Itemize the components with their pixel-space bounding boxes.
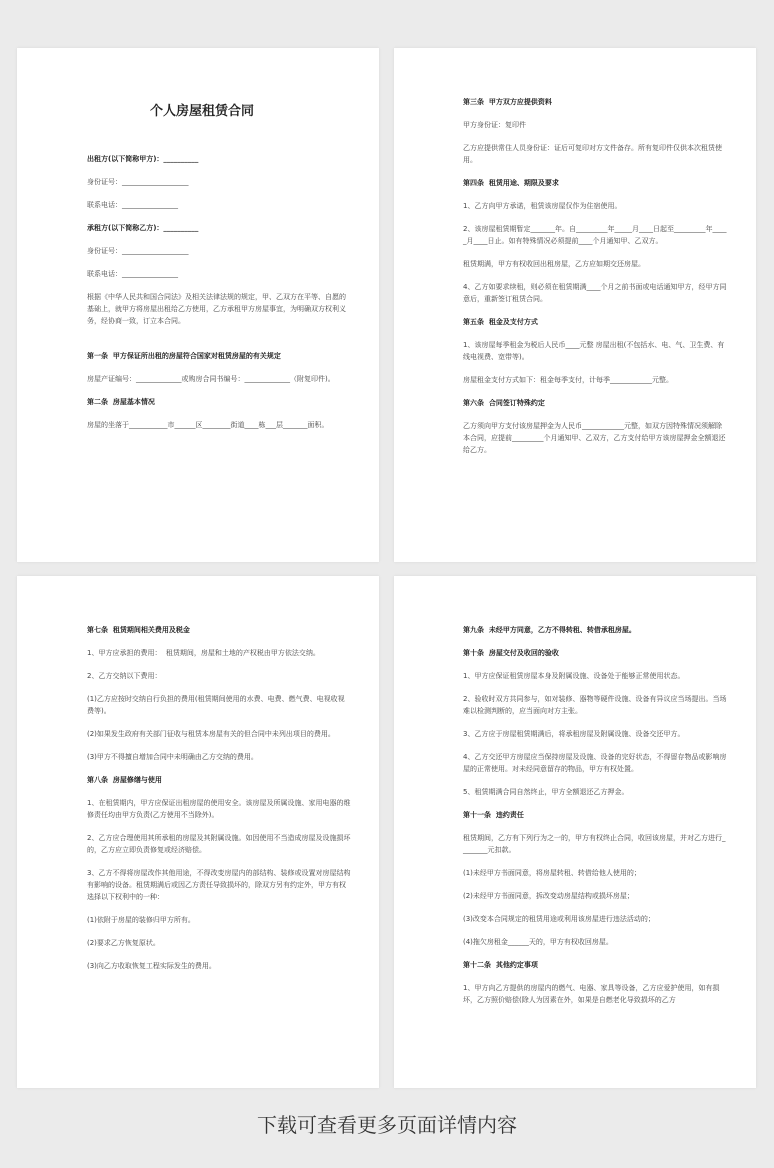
contract-paragraph: 1、在租赁期内，甲方应保证出租房屋的使用安全。该房屋及所属设施、家用电器的维修责任均由甲方负责(乙方使用不当除外)。	[87, 799, 351, 819]
contract-paragraph: (3)向乙方收取恢复工程实际发生的费用。	[87, 962, 216, 970]
contract-paragraph: 租赁期间，乙方有下列行为之一的，甲方有权终止合同，收回该房屋，并对乙方进行________元扣款。	[463, 834, 726, 854]
contract-paragraph: 4、乙方如要求续租，则必须在租赁期满____个月之前书面或电话通知甲方，经甲方同意后，重新签订租赁合同。	[463, 283, 727, 303]
section-heading: 第三条 甲方双方应提供资料	[463, 98, 552, 106]
section-heading: 第一条 甲方保证所出租的房屋符合国家对租赁房屋的有关规定	[87, 352, 281, 360]
contract-paragraph: (2)未经甲方书面同意，拆改变动房屋结构或损坏房屋；	[463, 892, 634, 900]
contract-paragraph: 租赁期满，甲方有权收回出租房屋，乙方应如期交还房屋。	[463, 260, 645, 268]
contract-paragraph: (4)拖欠房租金______天的，甲方有权收回房屋。	[463, 938, 613, 946]
contract-paragraph: 1、甲方向乙方提供的房屋内的燃气、电器、家具等设备，乙方应爱护使用，如有损坏，乙方照价赔偿(除人为因素在外，如果是自燃老化导致损坏的乙方	[463, 984, 720, 1004]
section-heading: 第十二条 其他约定事项	[463, 961, 538, 969]
contract-paragraph: 房屋产证编号：_____________或购房合同书编号：_____________（附复印件)。	[87, 375, 335, 383]
contract-paragraph: 房屋租金支付方式如下：租金每季支付，计每季____________元整。	[463, 376, 673, 384]
contract-paragraph: 联系电话：________________	[87, 270, 178, 278]
section-heading: 第八条 房屋修缮与使用	[87, 776, 162, 784]
section-heading: 第十条 房屋交付及收回的验收	[463, 649, 559, 657]
section-heading: 第二条 房屋基本情况	[87, 398, 155, 406]
section-heading: 第五条 租金及支付方式	[463, 318, 538, 326]
section-heading: 第七条 租赁期间相关费用及税金	[87, 626, 190, 634]
contract-paragraph: 身份证号：___________________	[87, 247, 189, 255]
contract-paragraph: 2、乙方交纳以下费用：	[87, 672, 162, 680]
contract-paragraph: 甲方身份证：复印件	[463, 121, 526, 129]
contract-paragraph: 1、该房屋每季租金为税后人民币____元整 房屋出租(不包括水、电、气、卫生费、有线电视费、宽带等)。	[463, 341, 725, 361]
document-page-2	[394, 48, 756, 562]
download-more-banner[interactable]: 下载可查看更多页面详情内容	[257, 1113, 517, 1137]
contract-paragraph: 乙方应提供常住人员身份证：证后可复印对方文件备存。所有复印件仅供本次租赁使用。	[463, 144, 722, 164]
contract-paragraph: 联系电话：________________	[87, 201, 178, 209]
contract-paragraph: (2)如果发生政府有关部门征收与租赁本房屋有关的但合同中未列出项目的费用。	[87, 730, 335, 738]
contract-paragraph: 乙方须向甲方支付该房屋押金为人民币____________元整，如双方因特殊情况须解除本合同，应提前_________个月通知甲、乙双方，乙方支付给甲方该房屋押金全额退还给乙方。	[463, 422, 726, 454]
document-page-4	[394, 576, 756, 1088]
page-2-content	[463, 96, 728, 456]
contract-title: 个人房屋租赁合同	[149, 104, 254, 119]
section-heading: 承租方(以下简称乙方)：__________	[87, 224, 199, 232]
contract-paragraph: 2、乙方应合理使用其所承租的房屋及其附属设施。如因使用不当造成房屋及设施损坏的，乙方应立即负责修复或经济赔偿。	[87, 834, 351, 854]
page-4-content	[463, 624, 728, 1006]
contract-paragraph: (2)要求乙方恢复原状。	[87, 939, 160, 947]
contract-paragraph: 3、乙方不得将房屋改作其他用途，不得改变房屋内的部结构、装修或设置对房屋结构有影响的设备。租赁期满后或因乙方责任导致损坏的，除双方另有约定外，甲方有权选择以下权利中的一种：	[87, 869, 351, 901]
contract-paragraph: 根据《中华人民共和国合同法》及相关法律法规的规定，甲、乙双方在平等、自愿的基础上，就甲方将房屋出租给乙方使用，乙方承租甲方房屋事宜，为明确双方权利义务，经协商一致，订立本合同。	[87, 293, 346, 325]
contract-paragraph: 3、乙方应于房屋租赁期满后，将承租房屋及附属设施、设备交还甲方。	[463, 730, 685, 738]
section-heading: 第六条 合同签订特殊约定	[463, 399, 545, 407]
contract-paragraph: (1)乙方应按时交纳自行负担的费用(租赁期间使用的水费、电费、燃气费、电视收视费等)。	[87, 695, 345, 715]
contract-paragraph: 2、该房屋租赁期暂定_______年。自_________年_____月____日起至_________年_____月____日止。如有特殊情况必须提前____个月通知甲、乙双方。	[463, 225, 727, 245]
contract-paragraph: 5、租赁期满合同自然终止，甲方全额退还乙方押金。	[463, 788, 629, 796]
contract-paragraph: 1、甲方应承担的费用： 租赁期间，房屋和土地的产权税由甲方依法交纳。	[87, 649, 320, 657]
contract-paragraph: 4、乙方交还甲方房屋应当保持房屋及设施、设备的完好状态，不得留存物品或影响房屋的正常使用。对未经同意留存的物品，甲方有权处置。	[463, 753, 727, 773]
spacer	[87, 338, 351, 350]
section-heading: 第九条 未经甲方同意，乙方不得转租、转借承租房屋。	[463, 626, 636, 634]
contract-paragraph: (1)依附于房屋的装修归甲方所有。	[87, 916, 195, 924]
document-page-3	[17, 576, 379, 1088]
contract-paragraph: (3)甲方不得擅自增加合同中未明确由乙方交纳的费用。	[87, 753, 258, 761]
page-3-content	[87, 624, 351, 972]
contract-paragraph: (1)未经甲方书面同意，将房屋转租、转借给他人使用的；	[463, 869, 641, 877]
contract-paragraph: 1、乙方向甲方承诺，租赁该房屋仅作为住宿使用。	[463, 202, 622, 210]
contract-paragraph: (3)改变本合同规定的租赁用途或利用该房屋进行违法活动的；	[463, 915, 655, 923]
document-page-1	[17, 48, 379, 562]
section-heading: 第十一条 违约责任	[463, 811, 524, 819]
section-heading: 出租方(以下简称甲方)：__________	[87, 155, 199, 163]
contract-paragraph: 房屋的坐落于___________市______区________街道____栋___层_______面积。	[87, 421, 329, 429]
contract-paragraph: 1、甲方应保证租赁房屋本身及附属设施、设备处于能够正常使用状态。	[463, 672, 685, 680]
contract-paragraph: 身份证号：___________________	[87, 178, 189, 186]
section-heading: 第四条 租赁用途、期限及要求	[463, 179, 559, 187]
contract-paragraph: 2、验收时双方共同参与，如对装修、器物等硬件设施、设备有异议应当场提出。当场难以检测判断的，应当面向对方主张。	[463, 695, 727, 715]
page-1-content	[87, 153, 351, 431]
